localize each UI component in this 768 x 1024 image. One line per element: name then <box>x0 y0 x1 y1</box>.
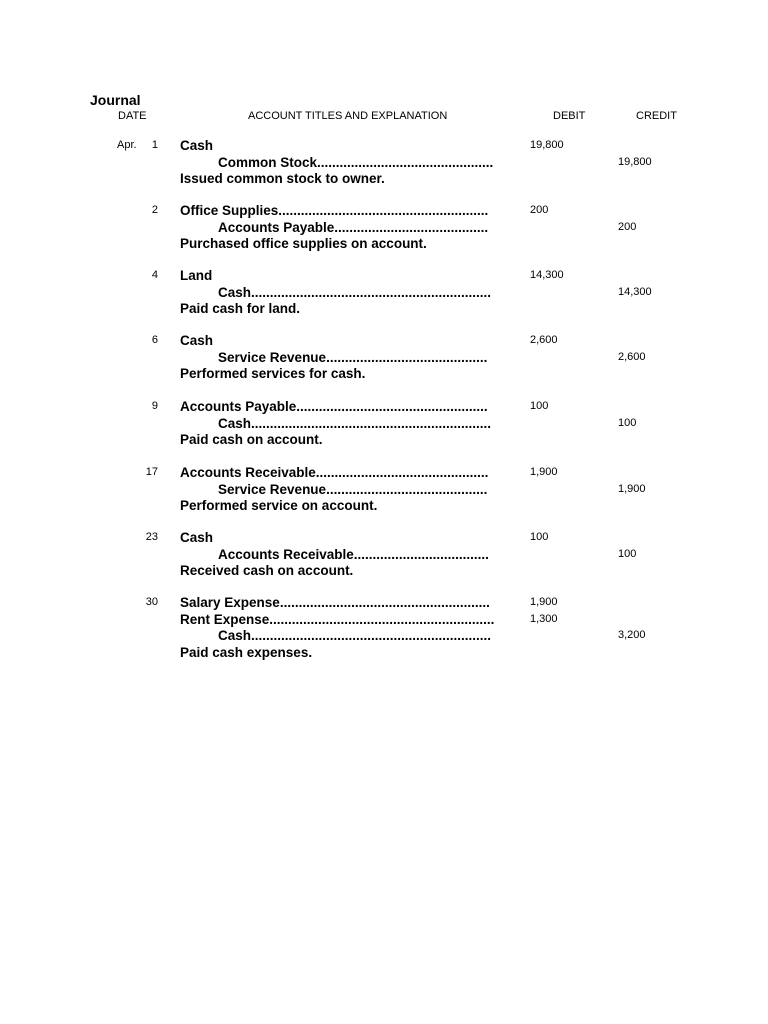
entry-explanation: Paid cash expenses. <box>180 644 313 660</box>
debit-account: Office Supplies........................................................ <box>180 203 489 218</box>
header-account: ACCOUNT TITLES AND EXPLANATION <box>248 110 448 122</box>
debit-account: Cash <box>180 333 214 348</box>
credit-amount: 100 <box>618 416 637 429</box>
credit-amount: 200 <box>618 220 637 233</box>
debit-account: Cash <box>180 530 214 545</box>
entry-month: Apr. <box>117 139 137 151</box>
debit-account: Accounts Receivable.............................................. <box>180 465 489 480</box>
credit-account: Service Revenue........................................... <box>218 349 488 365</box>
debit-amount: 19,800 <box>530 139 564 151</box>
entry-day: 6 <box>151 334 158 346</box>
header-date: DATE <box>118 110 147 122</box>
credit-account: Accounts Receivable.................................... <box>218 546 489 562</box>
entry-explanation: Issued common stock to owner. <box>180 171 385 186</box>
credit-account: Service Revenue........................................... <box>218 481 488 497</box>
debit-amount: 1,900 <box>530 596 558 608</box>
debit-amount: 1,900 <box>530 466 558 478</box>
entry-explanation: Performed services for cash. <box>180 366 366 381</box>
debit-amount: 2,600 <box>530 334 558 346</box>
credit-account: Cash................................................................ <box>218 628 492 643</box>
header-credit: CREDIT <box>636 110 677 122</box>
entry-explanation: Received cash on account. <box>180 563 354 578</box>
debit-account: Salary Expense........................................................ <box>180 595 490 610</box>
entry-explanation: Performed service on account. <box>180 498 378 513</box>
entry-explanation: Paid cash for land. <box>180 301 301 316</box>
entry-day: 4 <box>151 269 158 281</box>
entry-day: 2 <box>151 204 158 216</box>
debit-amount: 14,300 <box>530 269 564 281</box>
debit-account: Land <box>180 268 213 283</box>
credit-amount: 3,200 <box>618 629 646 641</box>
debit-amount: 100 <box>530 531 549 543</box>
credit-amount: 1,900 <box>618 482 646 495</box>
credit-amount: 14,300 <box>618 285 652 298</box>
credit-account: Accounts Payable......................................... <box>218 219 489 235</box>
header-debit: DEBIT <box>553 110 586 122</box>
entry-day: 23 <box>145 531 158 543</box>
entry-day: 1 <box>151 139 158 151</box>
debit-account: Rent Expense............................................................ <box>180 611 495 627</box>
entry-day: 30 <box>145 596 158 608</box>
credit-amount: 100 <box>618 547 637 560</box>
credit-amount: 19,800 <box>618 155 652 168</box>
journal-title: Journal <box>90 92 141 108</box>
entry-day: 9 <box>151 400 158 412</box>
debit-amount: 1,300 <box>530 612 558 625</box>
entry-explanation: Purchased office supplies on account. <box>180 236 427 251</box>
credit-amount: 2,600 <box>618 350 646 363</box>
credit-account: Cash................................................................ <box>218 415 492 431</box>
debit-account: Cash <box>180 138 214 153</box>
debit-amount: 100 <box>530 400 549 412</box>
debit-account: Accounts Payable................................................... <box>180 399 488 414</box>
entry-explanation: Paid cash on account. <box>180 432 323 447</box>
credit-account: Common Stock............................................... <box>218 154 494 170</box>
debit-amount: 200 <box>530 204 549 216</box>
entry-day: 17 <box>145 466 158 478</box>
credit-account: Cash................................................................ <box>218 284 492 300</box>
